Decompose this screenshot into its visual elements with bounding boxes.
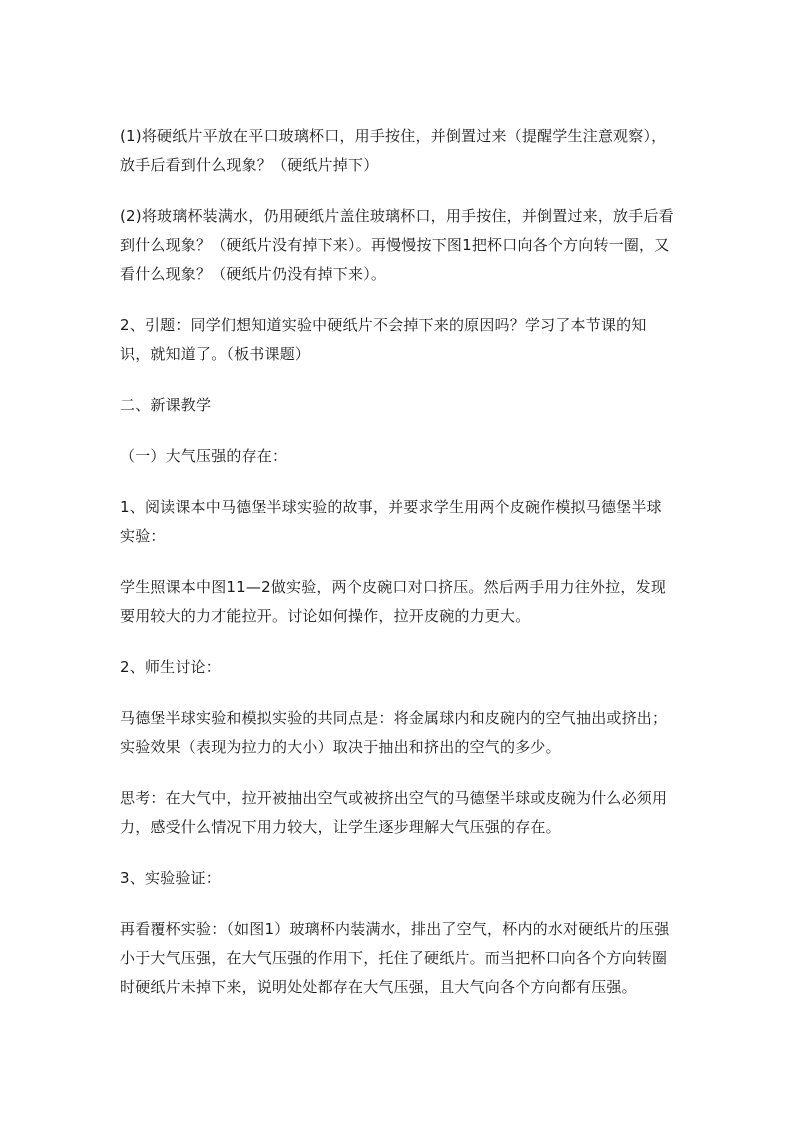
paragraph-cup-experiment: 再看覆杯实验：（如图1）玻璃杯内装满水，排出了空气，杯内的水对硬纸片的压强小于大气压强，在大气压强的作用下，托住了硬纸片。而当把杯口向各个方向转圈时硬纸片未掉下来，说明处处都存在大气压强，且大气向各个方向都有压强。	[120, 920, 670, 996]
subsection-heading-air-pressure: （一）大气压强的存在：	[120, 447, 288, 465]
subsection-heading-verification: 3、实验验证：	[120, 869, 221, 887]
paragraph-experiment-2: (2)将玻璃杯装满水，仍用硬纸片盖住玻璃杯口，用手按住，并倒置过来，放手后看到什么现象？（硬纸片没有掉下来）。再慢慢按下图1把杯口向各个方向转一圈，又看什么现象？（硬纸片仍没有掉下来）。	[120, 207, 674, 283]
paragraph-reading-task: 1、阅读课本中马德堡半球实验的故事，并要求学生用两个皮碗作模拟马德堡半球实验：	[120, 498, 662, 545]
paragraph-experiment-1: (1)将硬纸片平放在平口玻璃杯口，用手按住，并倒置过来（提醒学生注意观察），放手后看到什么现象？（硬纸片掉下）	[120, 127, 667, 174]
document-body	[120, 122, 676, 1024]
section-heading-new-lesson: 二、新课教学	[120, 396, 212, 414]
paragraph-common-points: 马德堡半球实验和模拟实验的共同点是：将金属球内和皮碗内的空气抽出或挤出；实验效果（表现为拉力的大小）取决于抽出和挤出的空气的多少。	[120, 709, 668, 756]
paragraph-student-experiment: 学生照课本中图11—2做实验，两个皮碗口对口挤压。然后两手用力往外拉，发现要用较大的力才能拉开。讨论如何操作，拉开皮碗的力更大。	[120, 578, 667, 625]
paragraph-thinking-question: 思考：在大气中，拉开被抽出空气或被挤出空气的马德堡半球或皮碗为什么必须用力，感受什么情况下用力较大，让学生逐步理解大气压强的存在。	[120, 789, 668, 836]
paragraph-introduction: 2、引题：同学们想知道实验中硬纸片不会掉下来的原因吗？学习了本节课的知识，就知道了。（板书课题）	[120, 316, 647, 363]
subsection-heading-discussion: 2、师生讨论：	[120, 658, 221, 676]
